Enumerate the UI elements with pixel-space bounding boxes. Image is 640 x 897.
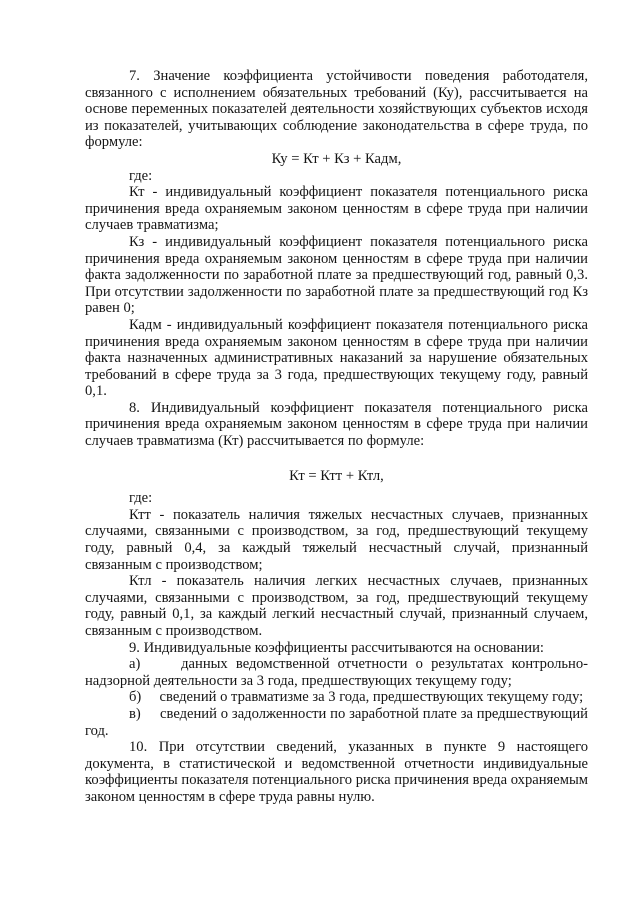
list-item-v [85, 706, 588, 739]
list-text-a: данных ведомственной отчетности о результатах контрольно-надзорной деятельности за 3 года, предшествующих текущему году; [85, 656, 588, 689]
definition-kadm: Кадм - индивидуальный коэффициент показателя потенциального риска причинения вреда охраняемым законом ценностям в сфере труда при наличии факта назначенных административных наказаний за нарушение обязательных требований в сфере труда за 3 года, предшествующих текущему году, равный 0,1. [85, 316, 588, 400]
definition-kt: Кт - индивидуальный коэффициент показателя потенциального риска причинения вреда охраняемым законом ценностям в сфере труда при наличии случаев травматизма; [85, 184, 588, 234]
definition-kz: Кз - индивидуальный коэффициент показателя потенциального риска причинения вреда охраняемым законом ценностям в сфере труда при наличии факта задолженности по заработной плате за предшествующий год, равный 0,3. При отсутствии задолженности по заработной плате за предшествующий год Кз равен 0; [85, 233, 588, 317]
list-marker-a: а) [129, 656, 141, 673]
list-text-b: сведений о травматизме за 3 года, предшествующих текущему году; [159, 689, 584, 706]
list-item-b [85, 689, 588, 706]
paragraph-10: 10. При отсутствии сведений, указанных в пункте 9 настоящего документа, в статистической и ведомственной отчетности индивидуальные коэффициенты показателя потенциального риска причинения вреда охраняемым законом ценностям в сфере труда равны нулю. [85, 739, 588, 805]
document-body [85, 68, 588, 806]
definition-ktt: Ктт - показатель наличия тяжелых несчастных случаев, признанных случаями, связанными с производством, за год, предшествующий текущему году, равный 0,4, за каждый тяжелый несчастный случай, признанный связанным с производством; [85, 506, 588, 573]
definition-ktl: Ктл - показатель наличия легких несчастных случаев, признанных случаями, связанными с производством, за год, предшествующий текущему году, равный 0,1, за каждый легкий несчастный случай, признанный случаем, связанным с производством. [85, 573, 588, 639]
list-text-v: сведений о задолженности по заработной плате за предшествующий год. [85, 705, 588, 739]
formula-kt: Кт = Ктт + Ктл, [289, 467, 384, 484]
paragraph-7: 7. Значение коэффициента устойчивости поведения работодателя, связанного с исполнением обязательных требований (Ку), рассчитывается на основе переменных показателей деятельности хозяйствующих субъектов исходя из показателей, учитывающих соблюдение законодательства в сфере труда, по формуле: [85, 68, 588, 151]
list-marker-v: в) [129, 705, 141, 722]
formula-ku: Ку = Кт + Кз + Кадм, [271, 150, 402, 167]
list-item-a [85, 656, 588, 689]
list-marker-b: б) [129, 689, 142, 706]
where-label: где: [129, 167, 153, 184]
where-label-2: где: [129, 490, 153, 507]
paragraph-9: 9. Индивидуальные коэффициенты рассчитываются на основании: [129, 639, 544, 656]
paragraph-8: 8. Индивидуальный коэффициент показателя потенциального риска причинения вреда охраняемым законом ценностям в сфере труда при наличии случаев травматизма (Кт) рассчитывается по формуле: [85, 399, 588, 450]
